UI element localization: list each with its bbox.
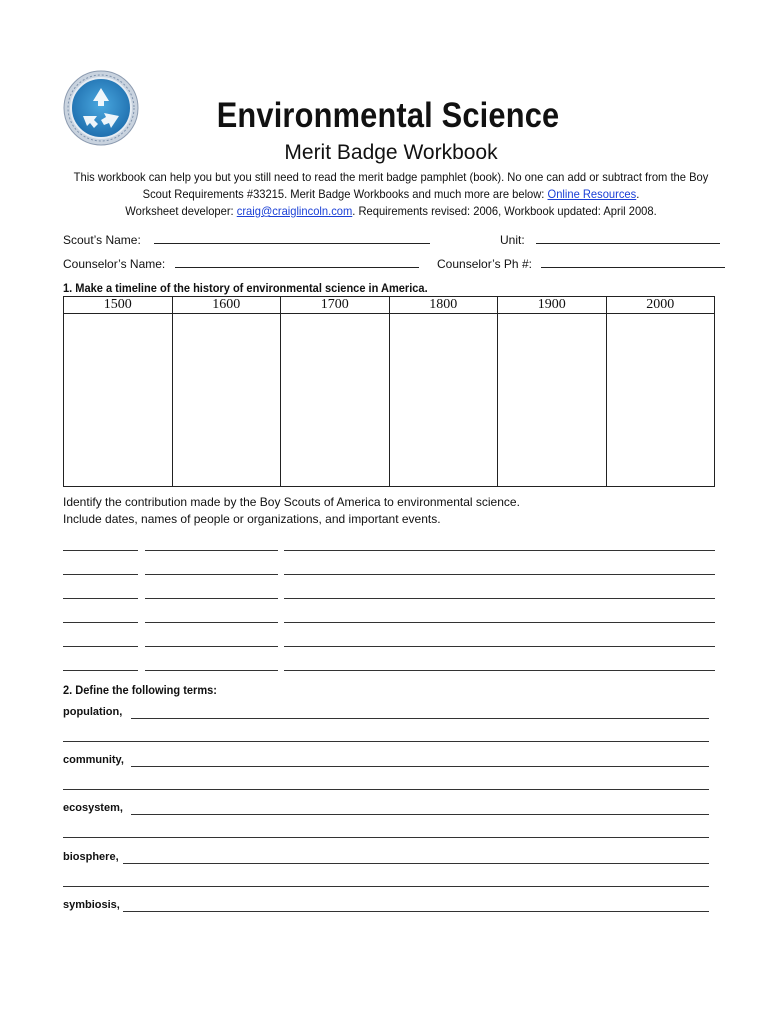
developer-email-link[interactable]: craig@craiglincoln.com — [236, 204, 353, 218]
contribution-row[interactable] — [63, 586, 715, 600]
intro-line-2-end: . — [636, 187, 640, 201]
contribution-row[interactable] — [63, 634, 715, 648]
term-label: symbiosis, — [63, 899, 120, 911]
page-title: Environmental Science — [216, 96, 560, 135]
term-row[interactable] — [63, 899, 709, 915]
term-blank[interactable] — [123, 911, 709, 912]
event-blank[interactable] — [284, 538, 715, 551]
term-label: population, — [63, 706, 123, 718]
definition-line[interactable] — [63, 741, 709, 742]
event-blank[interactable] — [284, 658, 715, 671]
term-label: community, — [63, 754, 124, 766]
scout-name-label: Scout’s Name: — [63, 233, 141, 247]
counselor-name-blank[interactable] — [175, 266, 419, 268]
timeline-year: 1800 — [389, 297, 498, 314]
definition-line[interactable] — [63, 789, 709, 790]
date-blank[interactable] — [63, 634, 138, 647]
timeline-table — [63, 296, 715, 487]
term-blank[interactable] — [131, 814, 709, 815]
intro-line-2-text: Scout Requirements #33215. Merit Badge Workbooks and much more are below: — [142, 187, 548, 201]
timeline-year: 2000 — [606, 297, 715, 314]
date-blank[interactable] — [63, 562, 138, 575]
intro-line-3 — [65, 203, 718, 220]
timeline-header-row — [64, 297, 715, 314]
timeline-entry-row — [64, 314, 715, 487]
date-blank[interactable] — [63, 538, 138, 551]
name-blank[interactable] — [145, 634, 278, 647]
definition-line[interactable] — [63, 837, 709, 838]
term-label: biosphere, — [63, 851, 119, 863]
unit-label: Unit: — [500, 233, 525, 247]
timeline-year: 1700 — [281, 297, 390, 314]
page-subtitle: Merit Badge Workbook — [284, 141, 498, 164]
name-blank[interactable] — [145, 658, 278, 671]
contribution-row[interactable] — [63, 658, 715, 672]
date-blank[interactable] — [63, 586, 138, 599]
timeline-cell[interactable] — [389, 314, 498, 487]
intro-line-1: This workbook can help you but you still need to read the merit badge pamphlet (book). No one can add or subtract from the Boy — [73, 170, 709, 184]
term-blank[interactable] — [123, 863, 709, 864]
contribution-row[interactable] — [63, 562, 715, 576]
term-row[interactable] — [63, 706, 709, 722]
name-blank[interactable] — [145, 610, 278, 623]
contribution-row[interactable] — [63, 538, 715, 552]
counselor-name-label: Counselor’s Name: — [63, 257, 166, 271]
counselor-phone-blank[interactable] — [541, 266, 725, 268]
scout-name-field[interactable] — [63, 233, 430, 247]
question-2-heading: 2. Define the following terms: — [63, 683, 217, 697]
timeline-year: 1500 — [64, 297, 173, 314]
term-row[interactable] — [63, 802, 709, 818]
timeline-cell[interactable] — [498, 314, 607, 487]
counselor-phone-label: Counselor’s Ph #: — [437, 257, 532, 271]
intro-line-3-end: . Requirements revised: 2006, Workbook updated: April 2008. — [352, 204, 657, 218]
name-blank[interactable] — [145, 538, 278, 551]
unit-field[interactable] — [500, 233, 720, 247]
timeline-cell[interactable] — [64, 314, 173, 487]
name-blank[interactable] — [145, 586, 278, 599]
counselor-phone-field[interactable] — [437, 257, 725, 271]
online-resources-link[interactable]: Online Resources — [547, 187, 637, 201]
bsa-instruction-line-2: Include dates, names of people or organizations, and important events. — [63, 512, 441, 526]
timeline-year: 1600 — [172, 297, 281, 314]
event-blank[interactable] — [284, 634, 715, 647]
name-blank[interactable] — [145, 562, 278, 575]
definition-line[interactable] — [63, 886, 709, 887]
event-blank[interactable] — [284, 610, 715, 623]
event-blank[interactable] — [284, 562, 715, 575]
unit-blank[interactable] — [536, 242, 720, 244]
counselor-name-field[interactable] — [63, 257, 419, 271]
intro-text — [65, 169, 718, 220]
date-blank[interactable] — [63, 610, 138, 623]
scout-name-blank[interactable] — [154, 242, 430, 244]
intro-line-2 — [65, 186, 718, 203]
term-blank[interactable] — [131, 766, 709, 767]
term-label: ecosystem, — [63, 802, 123, 814]
question-1-heading: 1. Make a timeline of the history of environmental science in America. — [63, 281, 428, 295]
timeline-cell[interactable] — [172, 314, 281, 487]
bsa-instructions — [63, 494, 520, 528]
term-row[interactable] — [63, 851, 709, 867]
term-blank[interactable] — [131, 718, 709, 719]
timeline-cell[interactable] — [606, 314, 715, 487]
bsa-instruction-line-1: Identify the contribution made by the Boy Scouts of America to environmental science. — [63, 495, 520, 509]
term-row[interactable] — [63, 754, 709, 770]
date-blank[interactable] — [63, 658, 138, 671]
timeline-year: 1900 — [498, 297, 607, 314]
timeline-cell[interactable] — [281, 314, 390, 487]
contribution-row[interactable] — [63, 610, 715, 624]
intro-line-3-text: Worksheet developer: — [125, 204, 237, 218]
event-blank[interactable] — [284, 586, 715, 599]
